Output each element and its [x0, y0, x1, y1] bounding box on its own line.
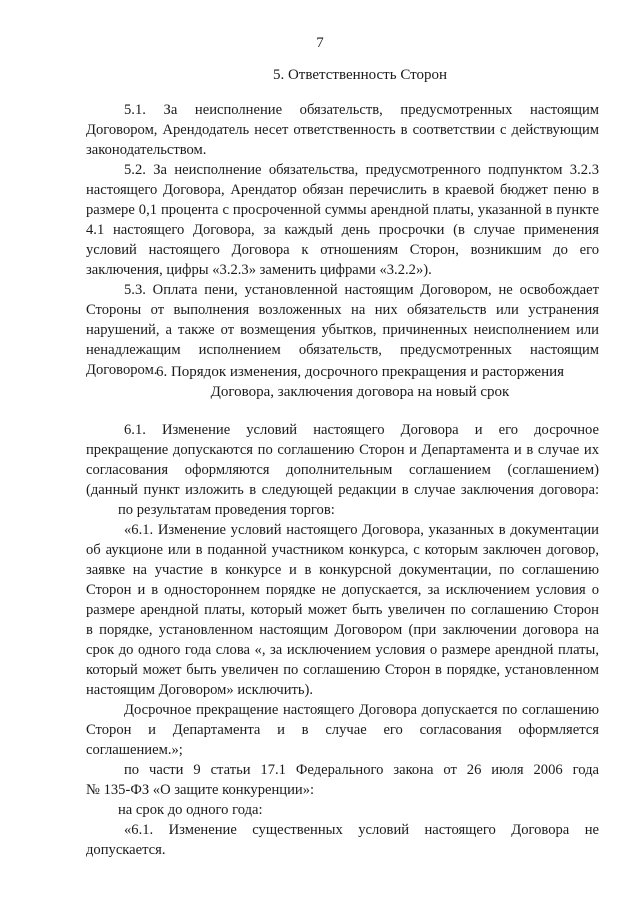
text-line: Досрочное прекращение настоящего Договора допускается по соглашению	[124, 702, 599, 718]
text-line: допускается.	[86, 842, 166, 858]
text-line: 5.3. Оплата пени, установленной настоящим Договором, не освобождает	[124, 282, 599, 298]
text-line: Стороны от выполнения возложенных на них обязательств или устранения	[86, 302, 599, 318]
text-line: нарушений, а также от возмещения убытков, причиненных неисполнением или	[86, 322, 599, 338]
text-line: 6.1. Изменение условий настоящего Договора и его досрочное	[124, 422, 599, 438]
text-line: 5.1. За неисполнение обязательств, предусмотренных настоящим	[124, 102, 599, 118]
text-line: 5.2. За неисполнение обязательства, предусмотренного подпунктом 3.2.3	[124, 162, 599, 178]
section-6-heading-line-2: Договора, заключения договора на новый срок	[210, 384, 510, 400]
text-line: № 135-ФЗ «О защите конкуренции»:	[86, 782, 315, 798]
text-line: Договором.	[86, 362, 158, 378]
text-line: который может быть увеличен по соглашению Сторон в порядке, установленном	[86, 662, 599, 678]
text-line: прекращение допускаются по соглашению Сторон и Департамента и в случае их	[86, 442, 599, 458]
text-line: настоящим Договором» исключить).	[86, 682, 314, 698]
text-line: условий настоящего Договора к отношениям Сторон, возникшим до его	[86, 242, 599, 258]
text-line: Договором, Арендодатель несет ответственность в соответствии с действующим	[86, 122, 599, 138]
text-line: размере 0,1 процента с просроченной суммы арендной платы, указанной в пункте	[86, 202, 599, 218]
text-line: законодательством.	[86, 142, 207, 158]
text-line: об аукционе или в поданной участником конкурса, с которым заключен договор,	[86, 542, 599, 558]
section-6-heading-line-1: 6. Порядок изменения, досрочного прекращения и расторжения	[155, 364, 565, 380]
text-line: соглашением.»;	[86, 742, 183, 758]
text-line: размере арендной платы, который может быть увеличен по соглашению Сторон	[86, 602, 599, 618]
text-line: 4.1 настоящего Договора, за каждый день просрочки (в случае применения	[86, 222, 599, 238]
text-line: «6.1. Изменение существенных условий настоящего Договора не	[124, 822, 599, 838]
text-line: по результатам проведения торгов:	[118, 502, 335, 518]
text-line: настоящего Договора, Арендатор обязан перечислить в краевой бюджет пеню в	[86, 182, 599, 198]
text-line: срок до одного года слова «, за исключением условия о размере арендной платы,	[86, 642, 599, 658]
text-line: Сторон и в одностороннем порядке не допускается, за исключением условия о	[86, 582, 599, 598]
text-line: по части 9 статьи 17.1 Федерального закона от 26 июля 2006 года	[124, 762, 599, 778]
text-line: ненадлежащим исполнением обязательств, предусмотренных настоящим	[86, 342, 599, 358]
text-line: «6.1. Изменение условий настоящего Договора, указанных в документации	[124, 522, 599, 538]
text-line: (данный пункт изложить в следующей редакции в случае заключения договора:	[86, 482, 599, 498]
text-line: заключения, цифры «3.2.3» заменить цифрами «3.2.2»).	[86, 262, 432, 278]
text-line: заявке на участие в конкурсе и в конкурсной документации, по соглашению	[86, 562, 599, 578]
text-line: Сторон и Департамента и в случае его согласования оформляется	[86, 722, 599, 738]
text-line: согласования оформляются дополнительным соглашением (соглашением)	[86, 462, 599, 478]
section-6-heading	[100, 362, 620, 402]
page-number: 7	[316, 35, 324, 51]
section-5-heading: 5. Ответственность Сторон	[272, 67, 448, 83]
text-line: в порядке, установленном настоящим Договором (при заключении договора на	[86, 622, 599, 638]
text-line: на срок до одного года:	[118, 802, 263, 818]
